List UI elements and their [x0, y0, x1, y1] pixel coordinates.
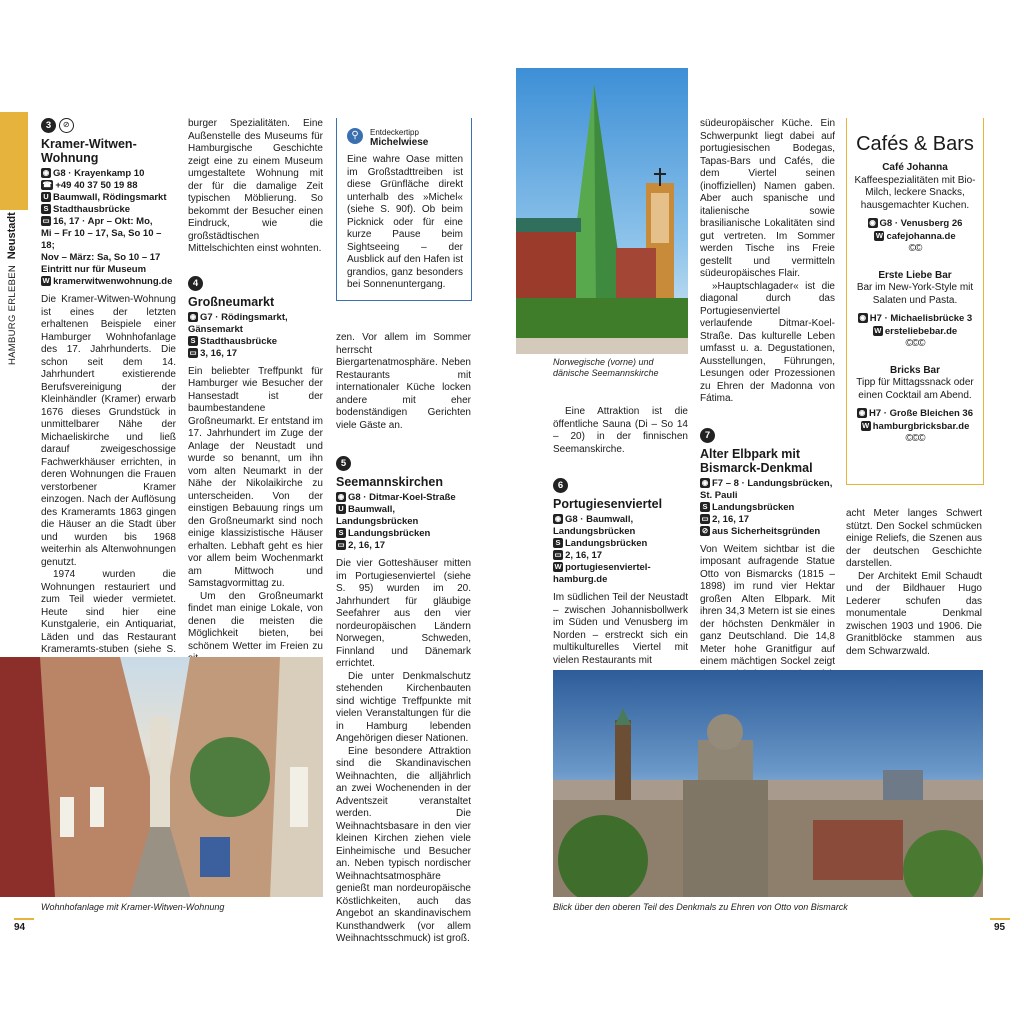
- section-title: Kramer-Witwen- Wohnung: [41, 137, 137, 165]
- cafe-item: Café Johanna Kaffeespezialitäten mit Bio-Milch, leckere Snacks, hausgemachter Kuchen. ◉ G8 · Venusberg 26 W cafejohanna.de ©©: [847, 162, 983, 256]
- sbahn-icon: S: [41, 204, 51, 214]
- number-badge: 6: [553, 478, 568, 493]
- column-5: Eine Attraktion ist die öffentliche Sauna (Di – So 14 – 20) in der finnischen Seemanskirche. 6 Portugiesenviertel ◉ G8 · Baumwall, Landungsbrücken S Landungsbrücken ▭ 2, 16, 17 W portugiesenviertel-hamburg.de Im südlichen Teil der Neustadt – zwischen Johannisbollwerk im Süden und Venusberg im Norden – erstreckt sich ein multikulturelles Viertel mit vielen Restaurants mit: [553, 406, 688, 666]
- map-pin-icon: ◉: [42, 168, 50, 178]
- info-block: ◉ G8 · Krayenkamp 10 ☎ +49 40 37 50 19 88 U Baumwall, Rödingsmarkt S Stadthausbrücke ▭ 16, 17 · Apr – Okt: Mo, Mi – Fr 10 – 17, Sa, So 10 – 18; Nov – März: Sa, So 10 – 17 Eintritt nur für Museum W kramerwitwenwohnung.de: [41, 168, 173, 287]
- section-title: Portugiesenviertel: [553, 497, 663, 511]
- number-badge: 4: [188, 276, 203, 291]
- web-icon: W: [42, 276, 50, 286]
- tip-box: ⚲ Entdeckertipp Michelwiese Eine wahre Oase mitten im Großstadttreiben ist diese Grünfläche direkt unterhalb des »Michel« (siehe S. 90f). Ob beim Picknick oder für eine kurze Pause beim Sightseeing – der Ausblick auf den Hafen ist grandios, ganz besonders bei Sonnenuntergang.: [336, 118, 472, 301]
- map-pin-icon: ◉: [869, 218, 876, 228]
- map-icon: ⊘: [59, 118, 74, 133]
- price-rating: ©©©: [905, 433, 925, 444]
- map-pin-icon: ◉: [858, 408, 866, 418]
- map-pin-icon: ◉: [701, 477, 709, 487]
- phone-icon: ☎: [42, 180, 52, 190]
- cafes-title: Cafés & Bars: [856, 133, 974, 155]
- bus-icon: ▭: [189, 347, 197, 357]
- bus-icon: ▭: [42, 216, 50, 226]
- section-title: Alter Elbpark mit Bismarck-Denkmal: [700, 446, 813, 475]
- section-title: Großneumarkt: [188, 294, 275, 309]
- column-6: südeuropäischer Küche. Ein Schwerpunkt liegt dabei auf portugiesischen Bodegas, Tapas-Bars und Cafés, die dem Viertel seinen (inoffiziellen) Namen gaben. Aber auch spanische und italienische sowie brasilianische Lokalitäten sind gut vertreten. Im Sommer werden Tische ins Freie gestellt und vermitteln südeuropäisches Flair. »Hauptschlagader« ist die diagonal durch das Portugiesenviertel verlaufende Ditmar-Koel-Straße. Das kulturelle Leben umfasst u. a. Degustationen, Ausstellungen, Führungen, Lesungen oder Prozessionen zu Ehren der Madonna von Fátima. 7 Alter Elbpark mit Bismarck-Denkmal ◉ F7 – 8 · Landungsbrücken, St. Pauli S Landungsbrücken ▭ 2, 16, 17 ⊘ aus Sicherheitsgründen Von Weitem sichtbar ist die imposant aufragende Statue Otto von Bismarcks (1815 – 1898) im rund vier Hektar großen Alten Elbpark. Mit ihren 34,3 Metern ist sie eines der höchsten Denkmäler in ganz Deutschland. Die 14,8 Meter hohe Granitfigur auf einem mächtigen Sockel zeigt: [700, 118, 835, 667]
- sbahn-icon: S: [188, 336, 198, 346]
- page-number-right: 95: [994, 922, 1006, 933]
- number-badge: 3: [41, 118, 56, 133]
- section-title: Seemannskirchen: [336, 475, 443, 489]
- price-rating: ©©: [908, 243, 922, 254]
- bus-icon: ▭: [701, 513, 709, 523]
- church-photo: [516, 68, 688, 354]
- column-8: acht Meter langes Schwert stützt. Den Sockel schmücken einige Reliefs, die Szenen aus der deutschen Geschichte darstellen. Der Architekt Emil Schaudt und der Bildhauer Hugo Lederer schufen das monumentale Denkmal zwischen 1903 und 1906. Die Granitblöcke stammen aus dem Schwarzwald.: [846, 508, 982, 657]
- column-1: 3 ⊘ Kramer-Witwen- Wohnung ◉ G8 · Krayenkamp 10 ☎ +49 40 37 50 19 88 U Baumwall, Rödingsmarkt S Stadthausbrücke ▭ 16, 17 · Apr – Okt: Mo, Mi – Fr 10 – 17, Sa, So 10 – 18; Nov – März: Sa, So 10 – 17 Eintritt nur für Museum W kramerwitwenwohnung.de Die Kramer-Witwen-Wohnung ist eines der letzten erhaltenen Beispiele einer Hamburger Wohnhofanlage des 17. Jahrhunderts. Die schon seit dem 14. Jahrhundert existierende Berufsvereinigung der Kleinhändler (Kramer) erwarb 1676 dieses Grundstück in unmittelbarer Nähe der Michaeliskirche und ließ darauf zweigeschossige Fachwerkhäuser errichten, in deren Wohnungen die Frauen verstorbener Kramer einzogen. Nach der Auflösung des Krameramts 1863 gingen die Häuser an die Stadt über und wurden bis 1968 weiterhin als Altenwohnungen genutzt. 1974 wurden die Wohnungen restauriert und zum Teil wieder vermietet. Heute sind hier eine Kunstgalerie, ein Antiquariat, Läden und das Restaurant Krameramts-stuben (siehe S.: [41, 120, 176, 655]
- web-icon: W: [874, 325, 882, 335]
- bus-icon: ▭: [337, 540, 345, 550]
- ubahn-icon: U: [41, 192, 51, 202]
- column-2: burger Spezialitäten. Eine Außenstelle des Museums für Hamburgische Geschichte zeigt eine zu einem Museum umgestaltete Wohnung mit der für die damalige Zeit typischen Möblierung. So bekommt der Besucher einen Eindruck, wie die großstädtischen Mittelschichten einst wohnten. 4 Großneumarkt ◉ G7 · Rödingsmarkt, Gänsemarkt S Stadthausbrücke ▭ 3, 16, 17 Ein beliebter Treffpunkt für Hamburger wie Besucher der Hansestadt ist der baumbestandene Großneumarkt. Er entstand im 17. Jahrhundert im Zuge der Anlage der Neustadt und wurde so benannt, um ihn vom alten Neumarkt in der Nähe der Nikolaikirche zu unterscheiden. Von der einstigen Bebauung rings um den Großneumarkt sind noch einige klassizistische Häuser erhalten. Lebhaft geht es hier vor allem beim Wochenmarkt am Mittwoch und Samstagvormittag zu. Um den Großneumarkt findet man einige Lokale, von denen die meisten die Möglichkeit bieten, bei schönem Wetter im Freien zu: [188, 118, 323, 652]
- caption-left: Wohnhofanlage mit Kramer-Witwen-Wohnung: [41, 902, 225, 912]
- map-pin-icon: ◉: [337, 492, 345, 502]
- page-number-left: 94: [14, 922, 26, 933]
- sbahn-icon: S: [553, 538, 563, 548]
- cafes-box: [846, 118, 984, 485]
- web-icon: W: [554, 562, 562, 572]
- map-pin-icon: ◉: [189, 311, 197, 321]
- ubahn-icon: U: [336, 504, 346, 514]
- map-pin-icon: ◉: [859, 313, 867, 323]
- number-badge: 5: [336, 456, 351, 471]
- magnifier-icon: ⚲: [347, 128, 363, 144]
- sbahn-icon: S: [336, 528, 346, 538]
- info-block: ◉ G7 · Rödingsmarkt, Gänsemarkt S Stadthausbrücke ▭ 3, 16, 17: [188, 311, 288, 359]
- bus-icon: ▭: [554, 550, 562, 560]
- bismarck-photo: [553, 670, 983, 897]
- side-label: HAMBURG ERLEBEN Neustadt: [6, 212, 18, 365]
- page-marker-left: [14, 918, 34, 920]
- map-pin-icon: ◉: [554, 514, 562, 524]
- sbahn-icon: S: [700, 502, 710, 512]
- web-icon: W: [862, 420, 870, 430]
- info-block: ◉ F7 – 8 · Landungsbrücken, St. Pauli S Landungsbrücken ▭ 2, 16, 17 ⊘ aus Sicherheitsgründen: [700, 477, 833, 537]
- cafe-item: Erste Liebe Bar Bar im New-York-Style mit Salaten und Pasta. ◉ H7 · Michaelisbrücke 3 W ersteliebebar.de ©©©: [847, 270, 983, 351]
- web-icon: W: [875, 230, 883, 240]
- price-rating: ©©©: [905, 338, 925, 349]
- column-3: zen. Vor allem im Sommer herrscht Biergartenatmosphäre. Neben Restaurants mit internationaler Küche locken andere mit eher bodenständigen Gerichten viele Gäste an. 5 Seemannskirchen ◉ G8 · Ditmar-Koel-Straße U Baumwall, Landungsbrücken S Landungsbrücken ▭ 2, 16, 17 Die vier Gotteshäuser mitten im Portugiesenviertel (siehe S. 95) wurden im 20. Jahrhundert für gläubige Seefahrer aus den vier nordeuropäischen Ländern Norwegen, Schweden, Finnland und Dänemark errichtet. Die unter Denkmalschutz stehenden Kirchenbauten sind wichtige Treffpunkte mit vielen Veranstaltungen für die in Hamburg lebenden Angehörigen dieser Nationen. Eine besondere Attraktion sind die Skandinavischen Weihnachten, die alljährlich an zwei Wochenenden in der Adventszeit veranstaltet werden. Die Weihnachtsbasare in den vier kleinen Kirchen ziehen viele Einheimische und Besucher an. Neben typisch nordischer Weihnachtsatmosphäre genießt man nordeuropäische Köstlichkeiten, auch das Angebot an skandinavischem Kunsthandwerk (vor allem Weihnachtsschmuck) ist groß.: [336, 332, 471, 944]
- number-badge: 7: [700, 428, 715, 443]
- page-marker-right: [990, 918, 1010, 920]
- info-block: ◉ G8 · Baumwall, Landungsbrücken S Landungsbrücken ▭ 2, 16, 17 W portugiesenviertel-hamburg.de: [553, 514, 651, 585]
- info-block: ◉ G8 · Ditmar-Koel-Straße U Baumwall, Landungsbrücken S Landungsbrücken ▭ 2, 16, 17: [336, 492, 456, 551]
- cafe-item: Bricks Bar Tipp für Mittagssnack oder einen Cocktail am Abend. ◉ H7 · Große Bleichen 36 W hamburgbricksbar.de ©©©: [847, 365, 983, 446]
- caption-church: Norwegische (vorne) und dänische Seemannskirche: [553, 357, 659, 378]
- closed-icon: ⊘: [701, 525, 709, 535]
- caption-bottom: Blick über den oberen Teil des Denkmals zu Ehren von Otto von Bismarck: [553, 902, 848, 912]
- alley-photo: [0, 657, 323, 897]
